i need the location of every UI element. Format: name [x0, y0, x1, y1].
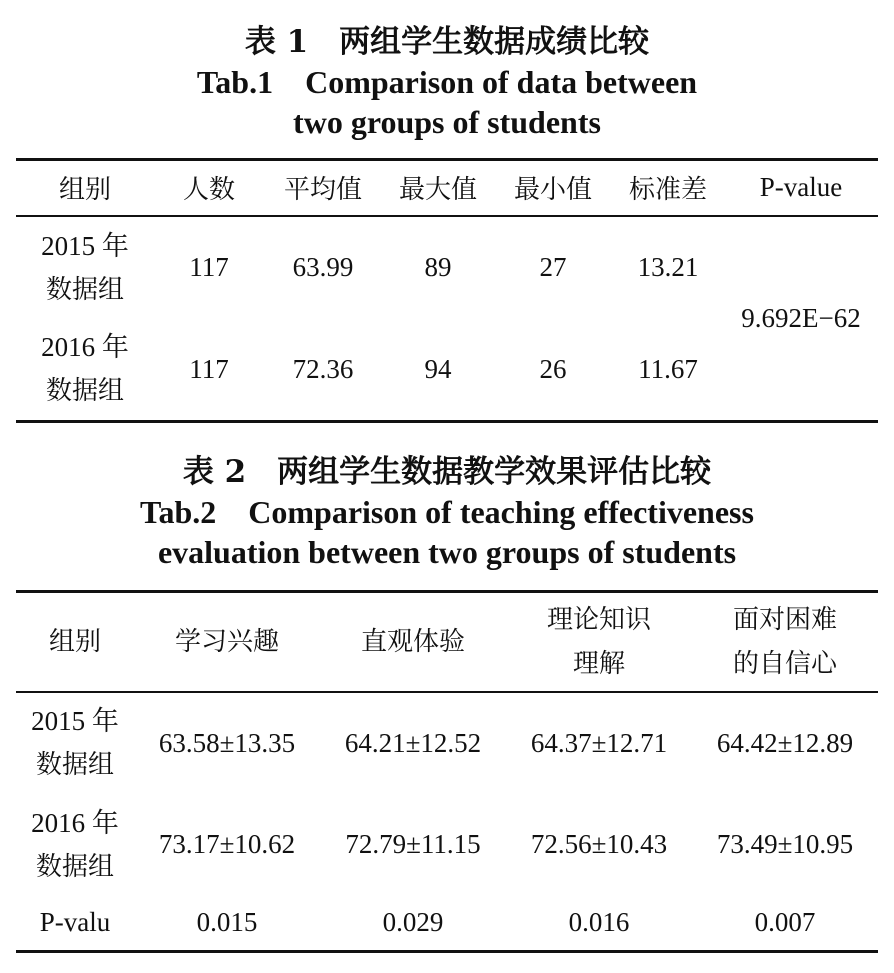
table1-cell-max: 94: [424, 353, 452, 384]
table2-header-experience: [320, 592, 506, 692]
header-line1: 直观体验: [360, 626, 465, 657]
table2-header-theory: [506, 592, 692, 692]
table1-caption-en-line1: Tab.1 Comparison of data between: [196, 64, 698, 100]
table2-cell-confidence: 64.42±12.89: [716, 727, 854, 758]
table1-header-min: 最小值: [494, 160, 612, 216]
table1-cell-std: 11.67: [638, 353, 698, 384]
table1-cell-min: 26: [539, 353, 567, 384]
group-year: 2015 年: [31, 706, 119, 736]
table2-row-label: [16, 692, 134, 794]
table2: [16, 590, 878, 953]
table-row: [16, 896, 878, 952]
table2-cell-theory: 72.56±10.43: [530, 829, 668, 859]
header-line1: 学习兴趣: [174, 626, 279, 657]
table1-header-mean: 平均值: [264, 160, 382, 216]
table2-cell-interest: 73.17±10.62: [158, 829, 296, 859]
header-line2: 理解: [572, 648, 625, 679]
table2-row-label: [16, 794, 134, 896]
table2-cell-experience: 72.79±11.15: [345, 829, 481, 859]
table1-header-row: [16, 160, 878, 216]
table2-caption-cn: 表 2 两组学生数据教学效果评估比较: [182, 454, 712, 490]
group-name: 数据组: [35, 750, 114, 780]
table-row: [16, 216, 878, 319]
table-row: [16, 794, 878, 896]
table1-header-std: 标准差: [612, 160, 724, 216]
table1-caption: [0, 22, 894, 142]
table2-pvalue-label: P-valu: [39, 907, 111, 938]
group-name: 数据组: [35, 851, 114, 882]
table1-cell-pvalue: 9.692E−62: [741, 302, 861, 333]
table1-caption-en-line2: two groups of students: [293, 104, 601, 140]
header-line2: 的自信心: [732, 648, 837, 679]
group-year: 2015 年: [41, 230, 129, 261]
table1: [16, 158, 878, 423]
table2-cell-experience: 64.21±12.52: [344, 727, 482, 758]
table2-caption-en-line1: Tab.2 Comparison of teaching effectiveness: [140, 494, 754, 530]
table1-cell-mean: 63.99: [292, 252, 354, 282]
table2-cell-theory: 64.37±12.71: [530, 727, 668, 758]
table1-cell-min: 27: [539, 252, 567, 282]
table1-cell-std: 13.21: [637, 252, 699, 282]
table1-cell-count: 117: [189, 353, 229, 384]
group-name: 数据组: [45, 376, 124, 407]
table2-pvalue-interest: 0.015: [196, 907, 258, 938]
table2-cell-confidence: 73.49±10.95: [716, 829, 854, 859]
table2-cell-interest: 63.58±13.35: [158, 727, 296, 758]
header-line1: 组别: [48, 626, 101, 657]
table2-pvalue-theory: 0.016: [568, 907, 630, 938]
table2-header-group: [16, 592, 134, 692]
table2-header-confidence: [692, 592, 878, 692]
table1-header-pvalue: P-value: [724, 160, 878, 216]
table1-cell-mean: 72.36: [292, 353, 354, 384]
header-line1: 理论知识: [546, 604, 651, 635]
table1-cell-max: 89: [424, 252, 452, 282]
group-name: 数据组: [45, 274, 124, 305]
table1-row-label: [16, 319, 154, 422]
table2-header-row: [16, 592, 878, 692]
table2-header-interest: [134, 592, 320, 692]
table1-header-group: 组别: [16, 160, 154, 216]
table2-pvalue-confidence: 0.007: [754, 907, 816, 938]
table1-caption-cn: 表 1 两组学生数据成绩比较: [244, 24, 650, 60]
table2-pvalue-experience: 0.029: [382, 907, 444, 938]
header-line1: 面对困难: [732, 604, 837, 635]
table1-cell-count: 117: [189, 252, 229, 282]
group-year: 2016 年: [41, 332, 129, 363]
table2-caption-en-line2: evaluation between two groups of students: [157, 534, 737, 570]
table1-header-count: 人数: [154, 160, 264, 216]
table2-caption: [0, 452, 894, 572]
table1-header-max: 最大值: [382, 160, 494, 216]
group-year: 2016 年: [31, 807, 119, 838]
table1-row-label: [16, 216, 154, 319]
table-row: [16, 692, 878, 794]
